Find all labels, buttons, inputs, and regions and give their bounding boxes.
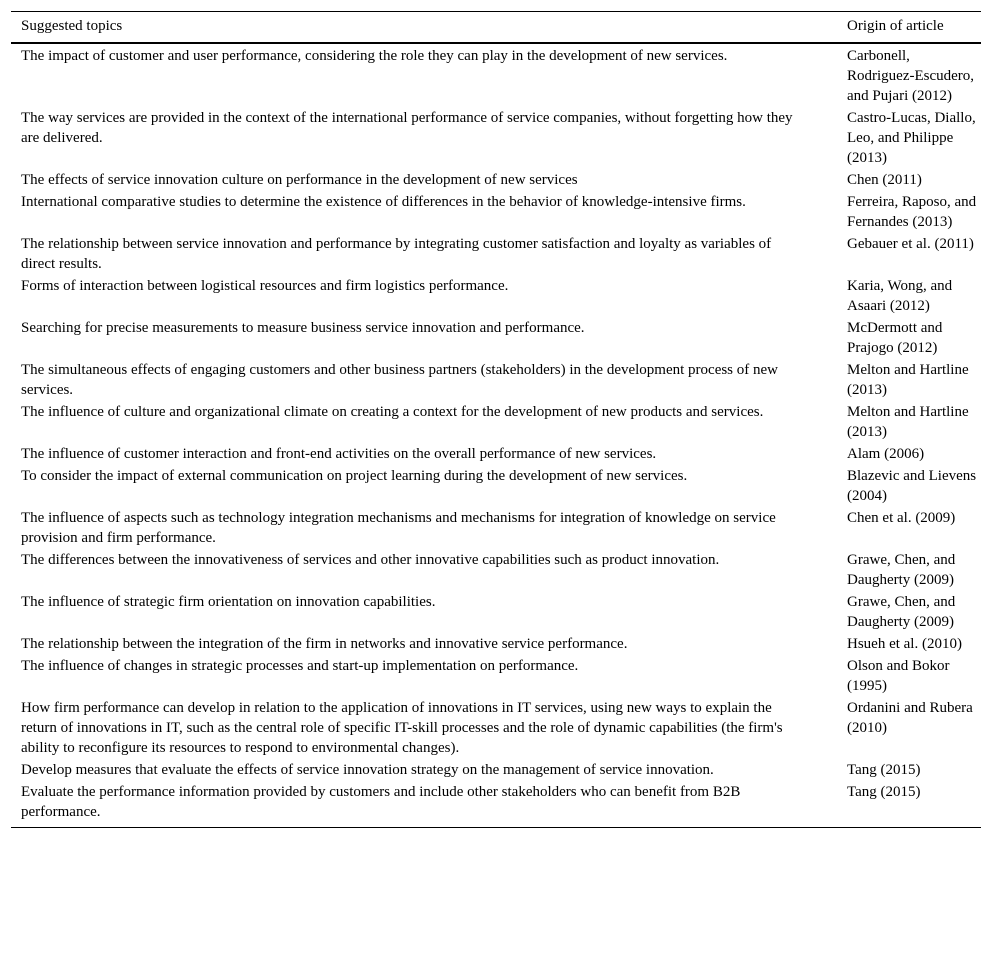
table-row — [11, 359, 981, 401]
table-row — [11, 169, 981, 191]
topic-cell: The influence of aspects such as technology integration mechanisms and mechanisms for integration of knowledge on service provision and firm performance. — [21, 510, 776, 546]
origin-cell: Hsueh et al. (2010) — [847, 636, 962, 652]
table-row — [11, 759, 981, 781]
origin-cell: Blazevic and Lievens (2004) — [847, 468, 977, 504]
table-row — [11, 191, 981, 233]
table-row — [11, 781, 981, 828]
topics-table-container — [11, 11, 981, 828]
topic-cell: The impact of customer and user performance, considering the role they can play in the development of new services. — [21, 48, 728, 64]
table-row — [11, 317, 981, 359]
topic-cell: Evaluate the performance information provided by customers and include other stakeholders who can benefit from B2B performance. — [21, 784, 741, 820]
topic-cell: The way services are provided in the context of the international performance of service companies, without forgetting how they are delivered. — [21, 110, 793, 146]
topic-cell: The simultaneous effects of engaging customers and other business partners (stakeholders) in the development process of new services. — [21, 362, 779, 398]
table-row — [11, 549, 981, 591]
topic-cell: The influence of customer interaction and front-end activities on the overall performance of new services. — [21, 446, 657, 462]
table-body — [11, 43, 981, 828]
topic-cell: The influence of strategic firm orientation on innovation capabilities. — [21, 594, 436, 610]
header-suggested-topics: Suggested topics — [21, 18, 123, 34]
origin-cell: Grawe, Chen, and Daugherty (2009) — [847, 594, 956, 630]
table-row — [11, 697, 981, 759]
origin-cell: Alam (2006) — [847, 446, 925, 462]
topic-cell: Develop measures that evaluate the effects of service innovation strategy on the management of service innovation. — [21, 762, 714, 778]
origin-cell: Karia, Wong, and Asaari (2012) — [847, 278, 953, 314]
topic-cell: To consider the impact of external communication on project learning during the development of new services. — [21, 468, 688, 484]
table-row — [11, 507, 981, 549]
table-row — [11, 43, 981, 107]
table-row — [11, 591, 981, 633]
origin-cell: Chen (2011) — [847, 172, 922, 188]
topic-cell: The influence of culture and organizational climate on creating a context for the development of new products and services. — [21, 404, 764, 420]
table-header — [11, 12, 981, 44]
header-row — [11, 12, 981, 44]
topic-cell: Searching for precise measurements to measure business service innovation and performance. — [21, 320, 585, 336]
origin-cell: Melton and Hartline (2013) — [847, 404, 969, 440]
origin-cell: Ferreira, Raposo, and Fernandes (2013) — [847, 194, 977, 230]
suggested-topics-table — [11, 11, 981, 828]
origin-cell: Melton and Hartline (2013) — [847, 362, 969, 398]
topic-cell: The relationship between service innovation and performance by integrating customer satisfaction and loyalty as variables of direct results. — [21, 236, 772, 272]
table-row — [11, 275, 981, 317]
table-row — [11, 443, 981, 465]
origin-cell: Chen et al. (2009) — [847, 510, 956, 526]
topic-cell: How firm performance can develop in relation to the application of innovations in IT services, using new ways to explain the return of innovations in IT, such as the central role of specific IT-skill processes and the role of dynamic capabilities (the firm's ability to reconfigure its resources to respond to environmental changes). — [21, 700, 783, 756]
table-row — [11, 465, 981, 507]
topic-cell: International comparative studies to determine the existence of differences in the behavior of knowledge-intensive firms. — [21, 194, 746, 210]
table-row — [11, 233, 981, 275]
topic-cell: Forms of interaction between logistical resources and firm logistics performance. — [21, 278, 509, 294]
origin-cell: Carbonell, Rodriguez-Escudero, and Pujari (2012) — [847, 48, 975, 104]
topic-cell: The differences between the innovativeness of services and other innovative capabilities such as product innovation. — [21, 552, 720, 568]
topic-cell: The relationship between the integration of the firm in networks and innovative service performance. — [21, 636, 628, 652]
table-row — [11, 633, 981, 655]
origin-cell: Olson and Bokor (1995) — [847, 658, 950, 694]
origin-cell: Tang (2015) — [847, 784, 921, 800]
topic-cell: The influence of changes in strategic processes and start-up implementation on performance. — [21, 658, 579, 674]
table-row — [11, 401, 981, 443]
header-origin-of-article: Origin of article — [847, 18, 944, 34]
topic-cell: The effects of service innovation culture on performance in the development of new services — [21, 172, 578, 188]
origin-cell: Ordanini and Rubera (2010) — [847, 700, 973, 736]
origin-cell: Tang (2015) — [847, 762, 921, 778]
table-row — [11, 107, 981, 169]
origin-cell: Grawe, Chen, and Daugherty (2009) — [847, 552, 956, 588]
origin-cell: Castro-Lucas, Diallo, Leo, and Philippe (2013) — [847, 110, 976, 166]
origin-cell: Gebauer et al. (2011) — [847, 236, 974, 252]
origin-cell: McDermott and Prajogo (2012) — [847, 320, 943, 356]
table-row — [11, 655, 981, 697]
